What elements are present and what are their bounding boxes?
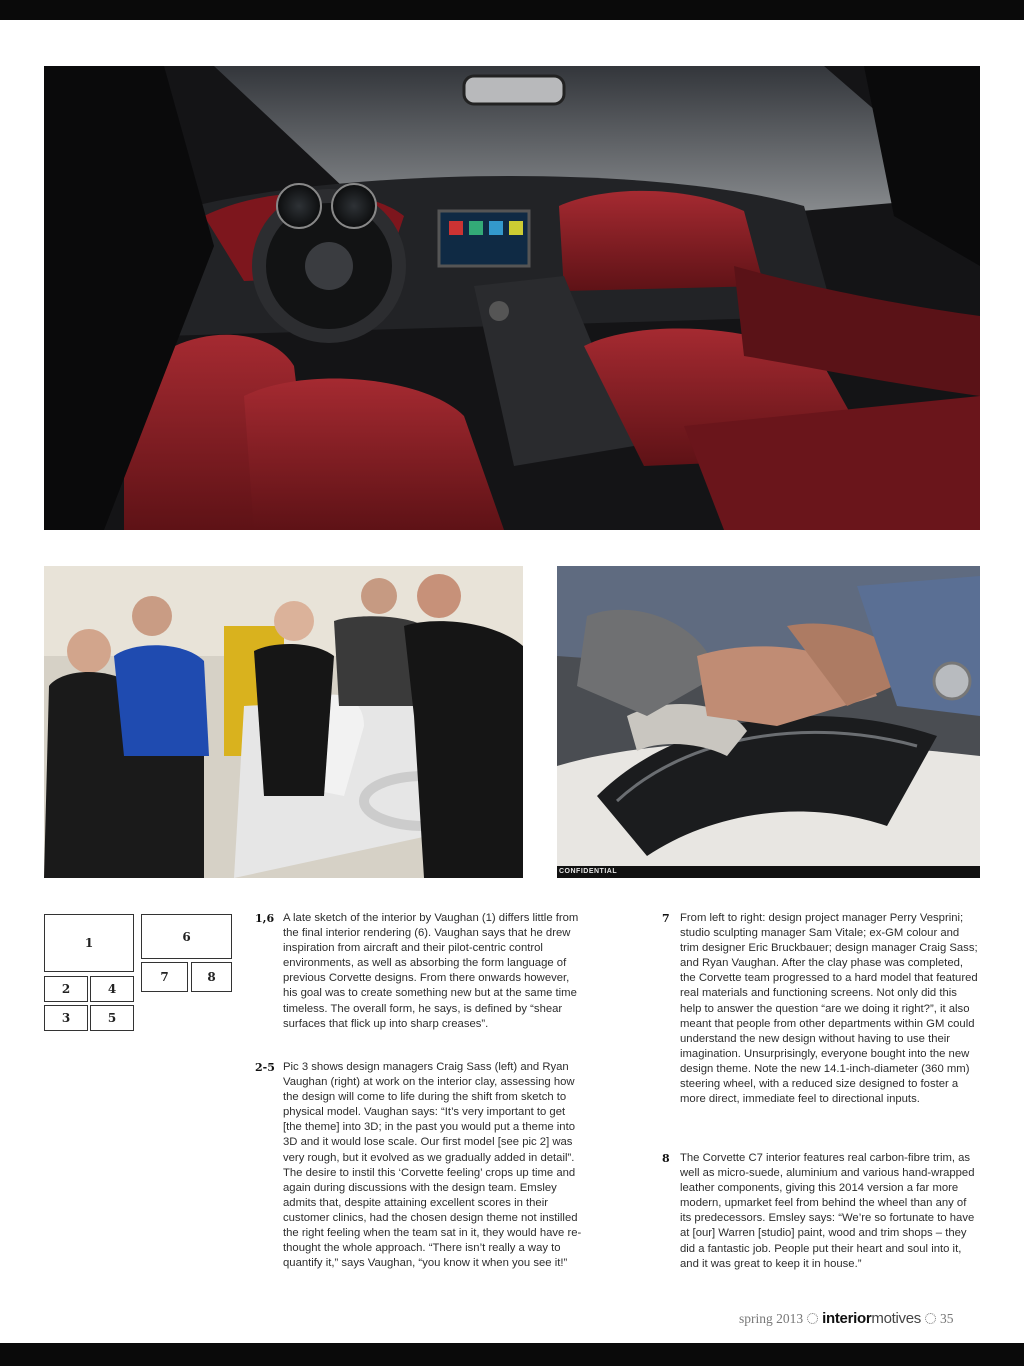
interior-illustration [44, 66, 980, 530]
dotted-circle-icon [925, 1313, 936, 1324]
key-box-1: 1 [44, 914, 134, 972]
key-box-8: 8 [191, 962, 232, 992]
page-footer [739, 1310, 954, 1328]
caption-2-5 [255, 1060, 583, 1271]
caption-number: 8 [662, 1152, 670, 1165]
trim-illustration [557, 566, 980, 878]
caption-text: Pic 3 shows design managers Craig Sass (left) and Ryan Vaughan (right) at work on the interior clay, assessing how the design will come to life during the shift from sketch to physical model. Vaughan says: “It’s very important to get [the theme] into 3D; in the past you would put a theme into 3D and it would lose scale. Our first model [see pic 2] was very rough, but it evolved as we gradually added in detail”. The desire to instil this ‘Corvette feeling’ crops up time and again during discussions with the design team. Emsley admits that, despite attaining excellent scores in their customer clinics, had the chosen design theme not instilled the right feeling when the team sat in it, they would have re-thought the whole approach. “There isn’t really a way to quantify it,” says Vaughan, “you know it when you see it!” [283, 1061, 582, 1270]
page-number: 35 [940, 1311, 954, 1326]
key-box-4: 4 [90, 976, 134, 1002]
team-illustration [44, 566, 523, 878]
caption-text: A late sketch of the interior by Vaughan (1) differs little from the final interior rendering (6). Vaughan says that he drew inspiration from aircraft and their pilot-centric control environments, as well as absorbing the form language of previous Corvette designs. From there onwards however, his goal was to create something new but at the same time timeless. The overall form, he says, is defined by “shear surfaces that flick up into sharp creases”. [283, 912, 579, 1030]
key-box-3: 3 [44, 1005, 88, 1031]
caption-text: From left to right: design project manager Perry Vesprini; studio sculpting manager Sam Vitale; ex-GM colour and trim designer Eric Bruckbauer; design manager Craig Sass; and Ryan Vaughan. After the clay phase was completed, the Corvette team progressed to a hard model that featured real materials and functioning screens. Not only did this help to answer the question “are we doing it right?”, it also meant that people from other departments within GM could understand the new design without having to use their imagination. Unsurprisingly, everyone bought into the new design theme. Note the new 14.1-inch-diameter (360 mm) steering wheel, with a reduced size designed to foster a more direct, immediate feel to directional inputs. [680, 912, 978, 1106]
caption-number: 2-5 [255, 1061, 275, 1074]
dotted-circle-icon [807, 1313, 818, 1324]
key-box-6: 6 [141, 914, 232, 959]
carbon-trim-photo [557, 566, 980, 878]
footer-season: spring 2013 [739, 1311, 804, 1326]
caption-7 [662, 911, 980, 1107]
caption-number: 1,6 [255, 912, 275, 925]
corvette-interior-photo [44, 66, 980, 530]
magazine-name-bold: interior [822, 1310, 872, 1327]
key-box-5: 5 [90, 1005, 134, 1031]
confidential-label: CONFIDENTIAL [557, 866, 980, 878]
key-box-7: 7 [141, 962, 188, 992]
caption-text: The Corvette C7 interior features real carbon-fibre trim, as well as micro-suede, aluminium and various hand-wrapped leather components, giving this 2014 version a far more modern, upmarket feel from behind the wheel than any of its predecessors. Emsley says: “We’re so fortunate to have at [our] Warren [studio] paint, wood and trim shops – they did a fantastic job. People put their heart and soul into it, and it was great to keep it in house.” [680, 1152, 975, 1270]
key-box-2: 2 [44, 976, 88, 1002]
caption-1-6 [255, 911, 583, 1032]
caption-number: 7 [662, 912, 670, 925]
caption-8 [662, 1151, 980, 1272]
design-team-photo [44, 566, 523, 878]
magazine-name-light: motives [871, 1310, 921, 1327]
bottom-border-bar [0, 1343, 1024, 1366]
top-border-bar [0, 0, 1024, 20]
